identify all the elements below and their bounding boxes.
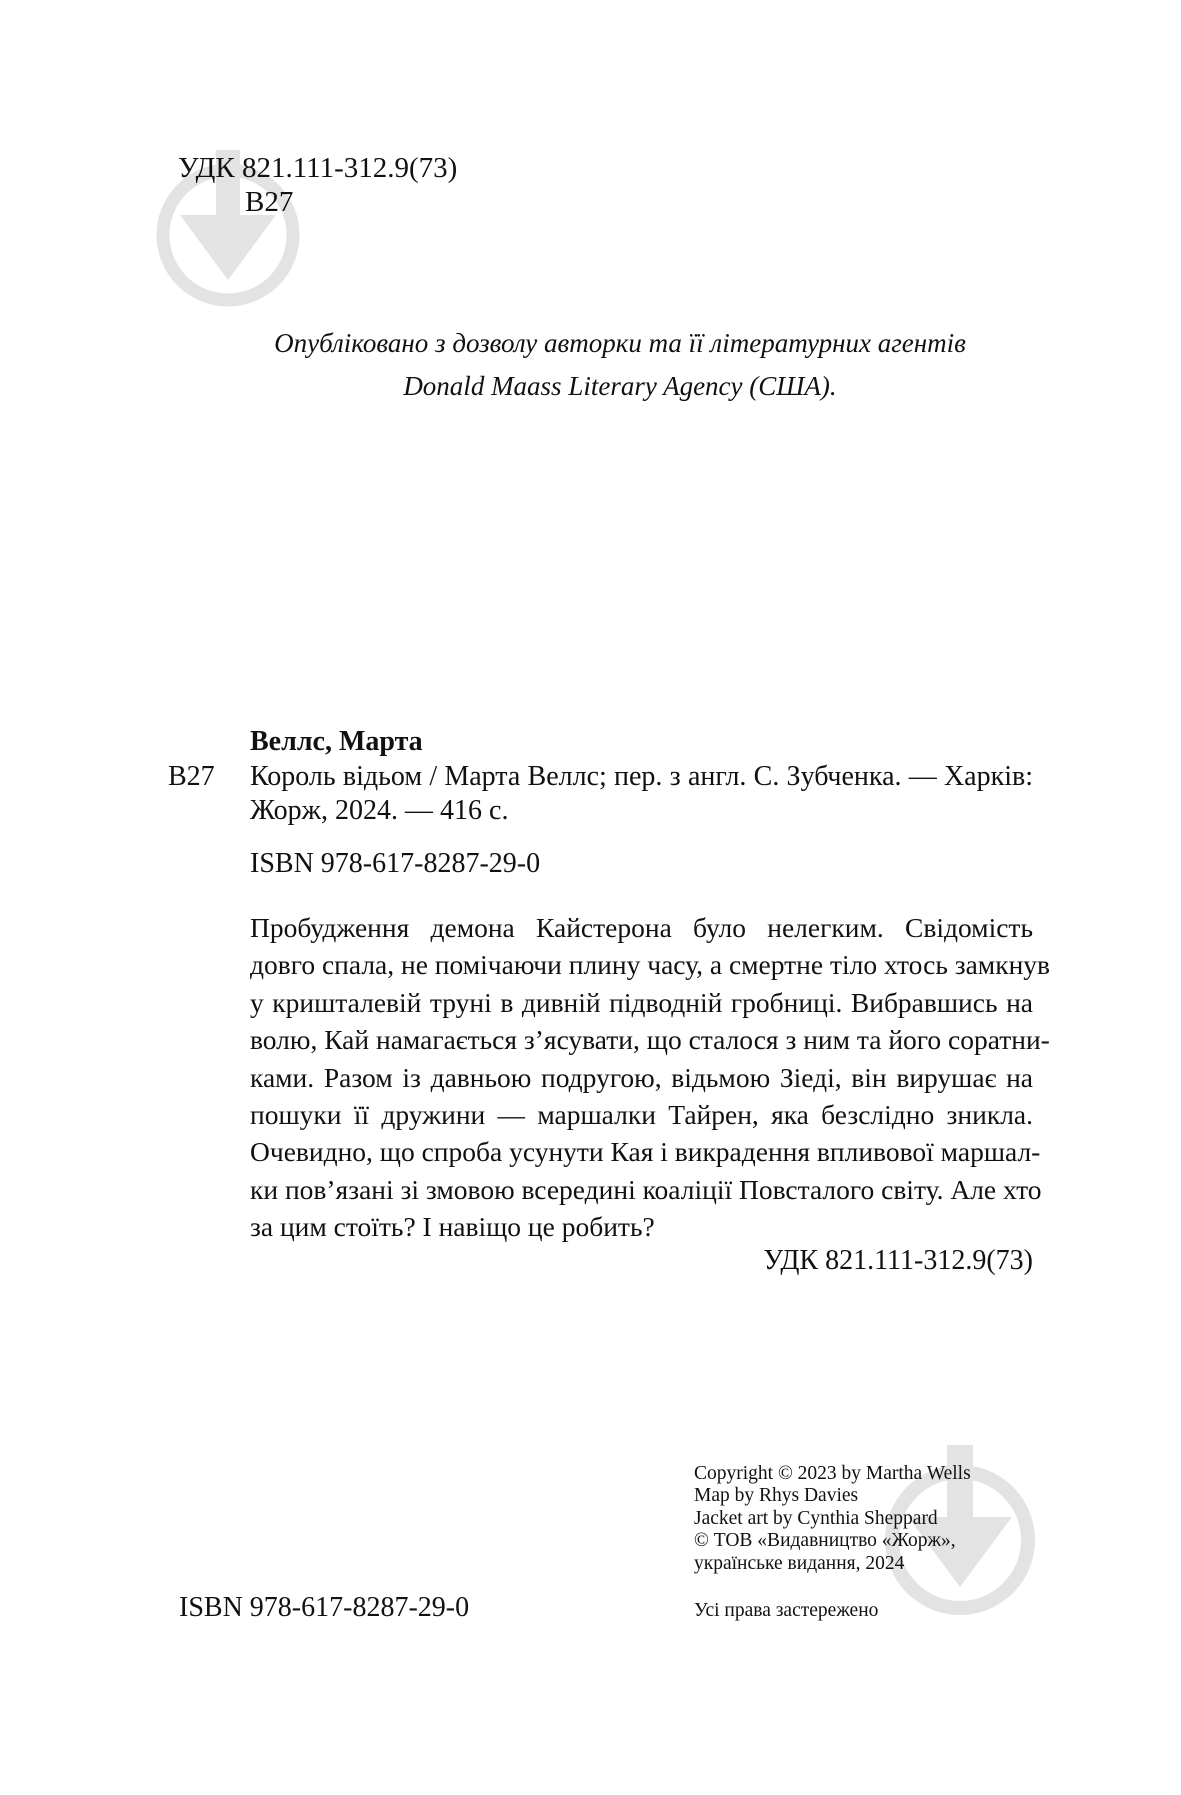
permission-line: Опубліковано з дозволу авторки та її літературних агентів bbox=[274, 328, 966, 358]
annotation-line: пошуки її дружини — маршалки Тайрен, яка безслідно зникла. bbox=[250, 1099, 1033, 1131]
copyright-line: українське видання, 2024 bbox=[694, 1552, 905, 1574]
catalog-bibliography bbox=[250, 760, 1033, 828]
catalog-code: В27 bbox=[168, 761, 215, 792]
bibliography-line: Король відьом / Марта Веллс; пер. з англ. С. Зубченка. — Харків: bbox=[250, 761, 1033, 792]
annotation-line: волю, Кай намагається з’ясувати, що сталося з ним та його соратни- bbox=[250, 1024, 1050, 1056]
bbk-code-top: В27 bbox=[245, 186, 294, 218]
catalog-isbn: ISBN 978-617-8287-29-0 bbox=[250, 848, 541, 879]
permission-note bbox=[180, 322, 1060, 408]
annotation-line: за цим стоїть? І навіщо це робить? bbox=[250, 1211, 655, 1243]
copyright-line: Map by Rhys Davies bbox=[694, 1485, 859, 1507]
copyright-block bbox=[694, 1463, 971, 1575]
annotation-line: у кришталевій труні в дивній підводній гробниці. Вибравшись на bbox=[250, 986, 1033, 1018]
annotation-line: довго спала, не помічаючи плину часу, а смертне тіло хтось замкнув bbox=[250, 949, 1051, 981]
copyright-line: © ТОВ «Видавництво «Жорж», bbox=[694, 1530, 956, 1552]
udk-code-top: УДК 821.111-312.9(73) bbox=[178, 152, 458, 184]
rights-reserved: Усі права застережено bbox=[694, 1600, 879, 1621]
annotation-line: ки пов’язані зі змовою всередині коаліції Повсталого світу. Але хто bbox=[250, 1173, 1042, 1205]
bibliography-line: Жорж, 2024. — 416 с. bbox=[250, 795, 509, 826]
catalog-annotation bbox=[250, 909, 1051, 1246]
copyright-line: Copyright © 2023 by Martha Wells bbox=[694, 1463, 971, 1484]
catalog-author: Веллс, Марта bbox=[250, 726, 423, 757]
copyright-line: Jacket art by Cynthia Sheppard bbox=[694, 1507, 938, 1529]
permission-line: Donald Maass Literary Agency (США). bbox=[403, 371, 837, 401]
annotation-line: Пробудження демона Кайстерона було нелегким. Свідомість bbox=[250, 912, 1033, 943]
annotation-line: Очевидно, що спроба усунути Кая і викрадення впливової маршал- bbox=[250, 1136, 1041, 1168]
annotation-line: ками. Разом із давньою подругою, відьмою Зіеді, він вирушає на bbox=[250, 1061, 1033, 1093]
footer-isbn: ISBN 978-617-8287-29-0 bbox=[179, 1592, 470, 1623]
catalog-udk: УДК 821.111-312.9(73) bbox=[763, 1245, 1033, 1276]
